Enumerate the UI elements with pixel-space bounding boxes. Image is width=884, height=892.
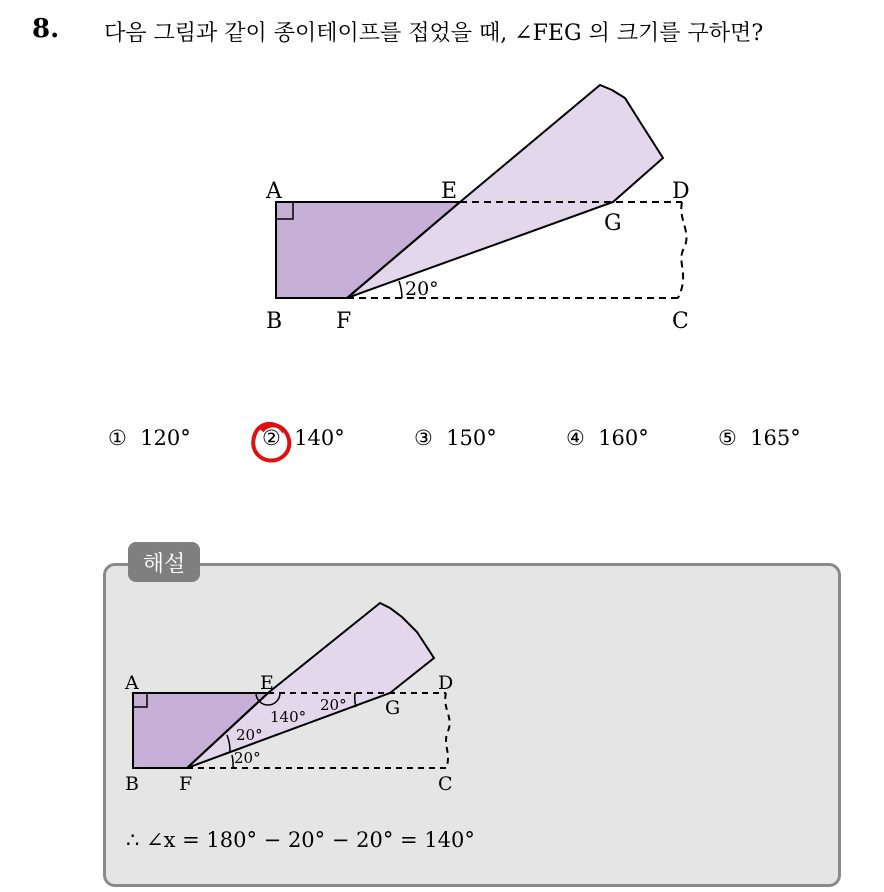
solution-point-e: E xyxy=(260,672,274,694)
solution-dashed-tear xyxy=(445,693,450,768)
choice-1-value: 120° xyxy=(140,426,191,450)
point-f: F xyxy=(336,309,352,334)
solution-point-b: B xyxy=(125,773,139,795)
solution-point-g: G xyxy=(385,697,401,719)
question-number: 8. xyxy=(32,14,60,44)
point-d: D xyxy=(672,179,690,204)
point-e: E xyxy=(441,179,458,204)
solution-angle-efg: 20° xyxy=(236,726,263,744)
solution-angle-feg: 140° xyxy=(270,708,307,726)
choice-2-marker: ② xyxy=(262,426,281,450)
choice-4-value: 160° xyxy=(598,426,649,450)
choice-2-value: 140° xyxy=(294,426,345,450)
solution-angle-g: 20° xyxy=(320,696,347,714)
solution-formula: ∴ ∠x = 180° − 20° − 20° = 140° xyxy=(126,828,475,852)
solution-tag: 해설 xyxy=(128,542,200,582)
choice-4-marker: ④ xyxy=(566,426,585,450)
choice-5-marker: ⑤ xyxy=(718,426,737,450)
point-b: B xyxy=(266,309,283,334)
choice-3-marker: ③ xyxy=(414,426,433,450)
choice-3-value: 150° xyxy=(446,426,497,450)
choice-5-value: 165° xyxy=(750,426,801,450)
solution-arc-gfc xyxy=(232,755,233,768)
solution-point-a: A xyxy=(125,672,139,694)
solution-angle-gfc: 20° xyxy=(234,749,261,767)
point-c: C xyxy=(672,309,689,334)
solution-point-d: D xyxy=(438,672,454,694)
choice-1-marker: ① xyxy=(108,426,127,450)
point-a: A xyxy=(266,179,282,204)
solution-point-c: C xyxy=(438,773,453,795)
question-text: 다음 그림과 같이 종이테이프를 접었을 때, ∠FEG 의 크기를 구하면? xyxy=(104,21,764,46)
solution-folded-strip xyxy=(187,603,434,768)
point-g: G xyxy=(604,211,622,236)
solution-point-f: F xyxy=(179,773,193,795)
angle-label: 20° xyxy=(405,278,439,300)
